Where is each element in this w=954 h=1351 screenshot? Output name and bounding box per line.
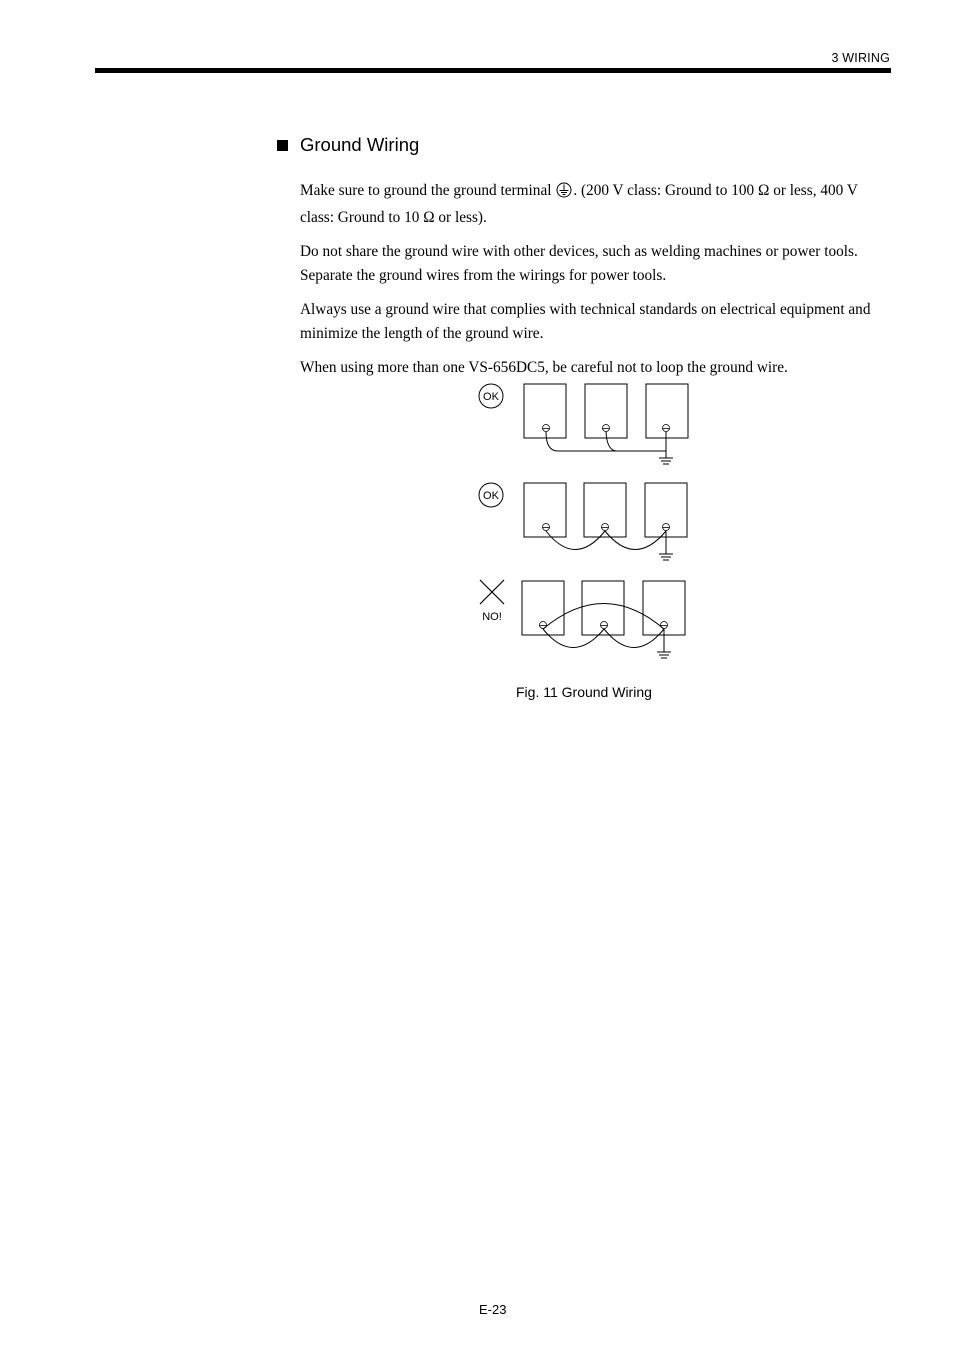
device-box [522,581,564,635]
device-box [646,384,688,438]
running-header: 3 WIRING [831,51,890,65]
no-mark-label: NO! [482,611,502,623]
figure-row-2 [479,483,687,560]
terminal-ground-icon [603,425,610,432]
device-box [584,483,626,537]
ok-mark-2-label: OK [483,490,499,502]
device-box [524,384,566,438]
paragraph-1-text-b: . (200 V class: Ground to 100 Ω or less, 400 V class: Ground to 10 Ω or less). [300,182,858,226]
earth-ground-icon [659,554,673,560]
ground-wire [605,531,666,550]
paragraph-standards: Always use a ground wire that complies with technical standards on electrical equipment and minimize the length of the ground wire. [300,301,871,342]
header-rule [95,68,891,73]
device-box [645,483,687,537]
paragraph-1-text-a: Make sure to ground the ground terminal [300,182,556,199]
section-heading-text: Ground Wiring [300,134,420,155]
terminal-ground-icon [663,524,670,531]
paragraph-ground-terminal [300,179,890,230]
earth-ground-icon [659,458,673,464]
bullet-square-icon [277,140,288,151]
figure-row-3 [480,580,685,658]
ok-mark-2 [479,483,503,507]
ground-wire [546,531,605,550]
terminal-ground-icon [543,425,550,432]
page-number: E-23 [479,1302,507,1317]
ground-wire [543,629,604,648]
figure-caption-text: Fig. 11 Ground Wiring [516,684,652,700]
terminal-ground-icon [602,524,609,531]
terminal-ground-icon [601,622,608,629]
paragraph-shared-wire: Do not share the ground wire with other devices, such as welding machines or power tools. Separate the ground wires from the wirings for power tools. [300,243,858,284]
paragraph-loop-warning: When using more than one VS-656DC5, be careful not to loop the ground wire. [300,359,788,376]
terminal-ground-icon [543,524,550,531]
ok-mark-1 [479,384,503,408]
device-box [585,384,627,438]
cross-mark-icon [480,580,504,604]
ground-wire [606,432,616,451]
earth-ground-icon [657,652,671,658]
ground-wiring-figure [470,378,710,683]
ground-terminal-icon [556,182,572,206]
figure-row-1 [479,384,688,464]
ok-mark-1-label: OK [483,391,499,403]
body-text [300,179,890,390]
section-heading [277,134,419,156]
device-box [643,581,685,635]
device-box [582,581,624,635]
terminal-ground-icon [663,425,670,432]
device-box [524,483,566,537]
ground-wire [604,629,664,648]
